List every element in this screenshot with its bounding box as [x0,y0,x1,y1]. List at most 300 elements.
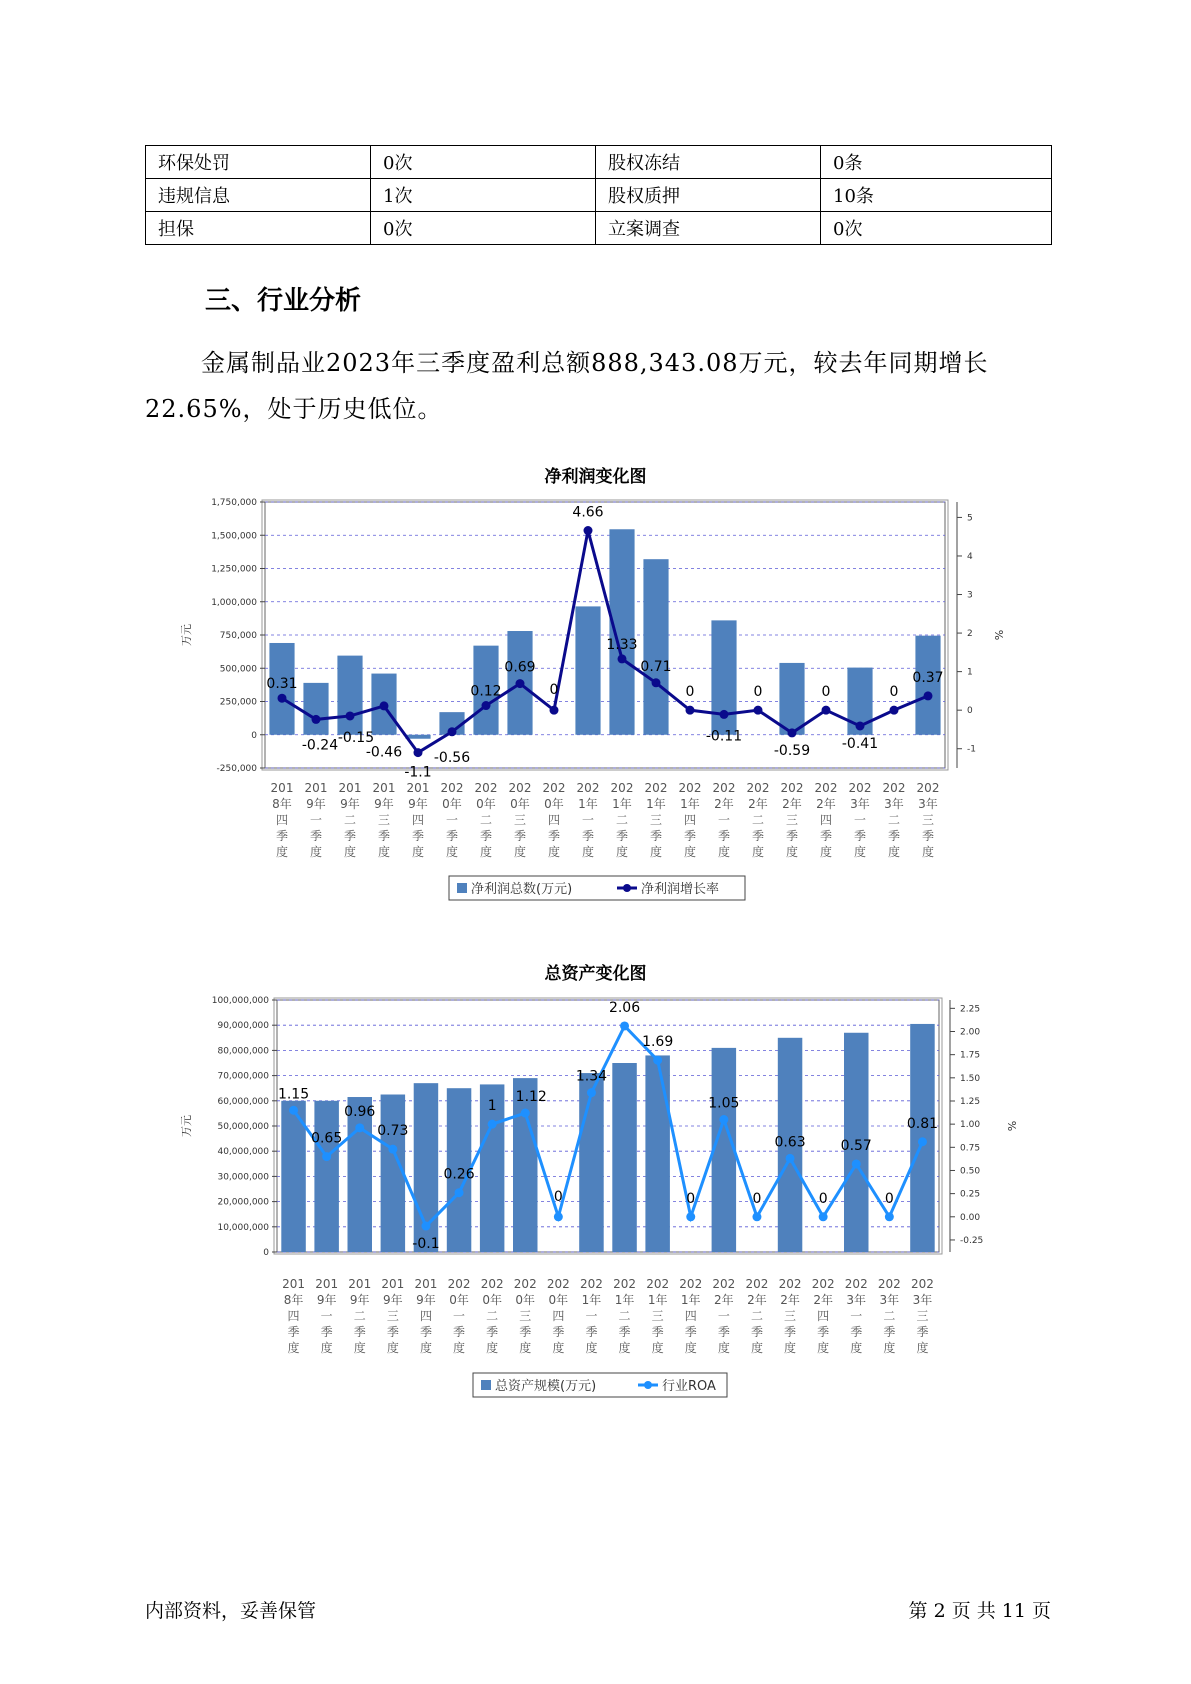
legend-bar-swatch [457,883,467,893]
x-tick-label: 201 [381,1277,405,1291]
x-tick-label: 度 [453,1341,466,1355]
line-point [355,1123,364,1132]
data-label: 0 [889,684,899,701]
x-tick-label: 度 [519,1341,532,1355]
y2-tick-label: 2.00 [960,1027,981,1038]
data-label: 1.12 [515,1089,547,1106]
y-axis-title: 万元 [180,624,193,646]
line-point [289,1106,298,1115]
bar [609,529,634,734]
data-label: 4.66 [572,504,604,521]
x-tick-label: 202 [712,781,736,795]
x-tick-label: 202 [778,1277,802,1291]
y2-tick-label: 1 [967,667,973,678]
x-tick-label: 9年 [374,797,394,811]
x-tick-label: 202 [882,781,906,795]
x-tick-label: 二 [615,813,629,827]
table-row [146,212,1052,245]
footer-note: 内部资料，妥善保管 [145,1600,317,1622]
x-tick-label: 0年 [442,797,462,811]
x-tick-label: 二 [479,813,493,827]
x-tick-label: 201 [315,1277,339,1291]
x-tick-label: 度 [717,1341,730,1355]
x-tick-label: 201 [406,781,430,795]
x-tick-label: 季 [921,829,935,843]
x-tick-label: 季 [275,829,289,843]
x-tick-label: 9年 [316,1293,337,1307]
risk-info-table [145,145,1052,245]
x-tick-label: 三 [386,1309,399,1323]
x-tick-label: 度 [684,1341,697,1355]
x-tick-label: 四 [817,1309,830,1323]
line-point [686,1212,695,1221]
y-tick-label: 1,500,000 [211,531,257,542]
x-tick-label: 三 [785,813,799,827]
x-tick-label: 度 [547,845,561,859]
y-tick-label: 40,000,000 [217,1147,269,1158]
x-tick-label: 度 [353,1341,366,1355]
x-tick-label: 度 [309,845,323,859]
x-tick-label: 二 [887,813,901,827]
x-tick-label: 季 [513,829,527,843]
x-tick-label: 0年 [449,1293,469,1307]
y2-tick-label: 0.50 [960,1166,981,1177]
table-cell-value: 0条 [821,146,1052,179]
data-label: -0.1 [412,1236,440,1253]
x-tick-label: 季 [453,1325,466,1339]
x-tick-label: 202 [811,1277,835,1291]
line-point [618,654,627,663]
x-tick-label: 度 [275,845,289,859]
chart-title: 净利润变化图 [544,467,647,487]
data-label: 0.81 [906,1115,939,1132]
x-tick-label: 1年 [581,1293,602,1307]
data-label: -0.56 [433,749,471,766]
data-label: -0.15 [337,729,375,746]
x-tick-label: 202 [576,781,600,795]
x-tick-label: 季 [784,1325,797,1339]
legend-label: 净利润增长率 [641,882,720,897]
x-tick-label: 201 [270,781,294,795]
bar [381,1095,405,1253]
x-tick-label: 季 [479,829,493,843]
x-tick-label: 202 [546,1277,570,1291]
x-tick-label: 202 [610,781,634,795]
x-tick-label: 季 [887,829,901,843]
line-point [312,715,321,724]
x-tick-label: 三 [513,813,527,827]
x-tick-label: 202 [480,1277,504,1291]
x-tick-label: 202 [579,1277,603,1291]
x-tick-label: 202 [712,1277,736,1291]
x-tick-label: 度 [853,845,867,859]
x-tick-label: 季 [552,1325,565,1339]
table-cell-value: 0次 [371,146,596,179]
x-tick-label: 一 [585,1309,598,1323]
line-point [516,679,525,688]
x-tick-label: 季 [817,1325,830,1339]
line-point [521,1109,530,1118]
x-tick-label: 202 [613,1277,637,1291]
data-label: 1.69 [642,1034,674,1051]
data-label: 0.65 [311,1130,343,1147]
x-tick-label: 0年 [548,1293,569,1307]
data-label: -0.41 [841,735,879,752]
x-tick-label: 度 [585,1341,598,1355]
net-profit-chart [0,490,1191,920]
table-cell-label: 股权质押 [596,179,821,212]
y2-tick-label: 1.50 [960,1073,981,1084]
line-point [652,678,661,687]
data-label: -0.46 [365,744,403,761]
x-tick-label: 2年 [748,797,768,811]
x-tick-label: 季 [287,1325,300,1339]
x-tick-label: 二 [751,813,765,827]
data-label: 0.63 [774,1134,806,1151]
x-tick-label: 季 [320,1325,333,1339]
bar [645,1055,669,1252]
y-tick-label: 50,000,000 [217,1122,269,1132]
line-point [752,1212,761,1221]
x-tick-label: 三 [921,813,935,827]
x-tick-label: 季 [649,829,663,843]
y2-tick-label: 1.75 [960,1050,981,1061]
bar [579,1073,603,1252]
x-tick-label: 度 [287,1341,300,1355]
x-tick-label: 202 [844,1277,868,1291]
x-tick-label: 202 [814,781,838,795]
x-tick-label: 季 [853,829,867,843]
legend-line-marker [623,884,631,892]
y2-tick-label: 0.00 [960,1212,981,1223]
data-label: 1 [487,1098,497,1115]
legend-label: 净利润总数(万元) [471,882,573,897]
line-point [554,1212,563,1221]
x-tick-label: 201 [414,1277,438,1291]
line-point [278,694,287,703]
chart-title: 总资产变化图 [544,964,647,984]
x-tick-label: 度 [479,845,493,859]
x-tick-label: 季 [819,829,833,843]
x-tick-label: 202 [542,781,566,795]
x-tick-label: 1年 [612,797,632,811]
x-tick-label: 201 [282,1277,306,1291]
x-tick-label: 202 [745,1277,769,1291]
x-tick-label: 季 [486,1325,499,1339]
x-tick-label: 季 [785,829,799,843]
data-label: 1.15 [277,1086,310,1103]
page-number: 第 2 页 共 11 页 [908,1600,1051,1622]
y-tick-label: 90,000,000 [217,1021,269,1032]
y2-tick-label: 3 [967,590,973,601]
legend-label: 行业ROA [662,1379,716,1394]
x-tick-label: 四 [547,813,561,827]
data-label: 0.69 [504,659,536,676]
y-tick-label: 1,250,000 [211,564,257,575]
x-tick-label: 二 [353,1309,366,1323]
bar [337,656,362,735]
x-tick-label: 3年 [912,1293,933,1307]
x-tick-label: 1年 [680,797,700,811]
line-point [686,706,695,715]
y-tick-label: 1,750,000 [211,498,257,508]
x-tick-label: 季 [651,1325,664,1339]
x-tick-label: 季 [717,829,731,843]
table-row [146,146,1052,179]
x-tick-label: 202 [910,1277,934,1291]
table-cell-value: 0次 [371,212,596,245]
x-tick-label: 一 [453,1309,466,1323]
x-tick-label: 季 [684,1325,697,1339]
x-tick-label: 季 [353,1325,366,1339]
y-tick-label: 70,000,000 [217,1071,269,1082]
x-tick-label: 度 [751,845,765,859]
line-point [550,706,559,715]
x-tick-label: 2年 [782,797,802,811]
y2-tick-label: 2 [967,629,973,640]
x-tick-label: 2年 [813,1293,833,1307]
line-point [720,710,729,719]
x-tick-label: 0年 [544,797,564,811]
line-point [653,1056,662,1065]
x-tick-label: 2年 [714,1293,734,1307]
y2-axis-title: % [1005,1120,1018,1132]
y-tick-label: 80,000,000 [217,1046,269,1057]
x-tick-label: 202 [679,1277,703,1291]
x-tick-label: 201 [348,1277,372,1291]
x-tick-label: 季 [750,1325,763,1339]
x-tick-label: 2年 [816,797,836,811]
x-tick-label: 二 [618,1309,631,1323]
data-label: 1.34 [575,1068,608,1085]
x-tick-label: 202 [678,781,702,795]
x-tick-label: 一 [850,1309,863,1323]
x-tick-label: 201 [372,781,396,795]
x-tick-label: 四 [275,813,289,827]
x-tick-label: 度 [411,845,425,859]
x-tick-label: 季 [615,829,629,843]
x-tick-label: 0年 [482,1293,502,1307]
data-label: 2.06 [608,999,641,1016]
x-tick-label: 一 [445,813,459,827]
x-tick-label: 度 [850,1341,863,1355]
x-tick-label: 度 [386,1341,399,1355]
line-point [346,711,355,720]
table-cell-label: 违规信息 [146,179,371,212]
analysis-paragraph: 金属制品业2023年三季度盈利总额888,343.08万元，较去年同期增长22.65%，处于历史低位。 [145,349,989,423]
table-cell-value: 1次 [371,179,596,212]
x-tick-label: 一 [717,1309,730,1323]
y-axis-title: 万元 [180,1115,193,1137]
line-point [421,1222,430,1231]
data-label: -0.11 [705,728,743,745]
x-tick-label: 1年 [646,797,666,811]
x-tick-label: 度 [785,845,799,859]
line-point [488,1120,497,1129]
line-point [788,728,797,737]
x-tick-label: 202 [916,781,940,795]
x-tick-label: 2年 [747,1293,767,1307]
line-point [856,721,865,730]
y2-tick-label: 0.75 [960,1143,981,1154]
data-label: 0.71 [640,658,672,675]
data-label: 0 [549,682,559,699]
y2-tick-label: 1.25 [960,1096,981,1107]
bar [314,1101,338,1252]
line-point [885,1212,894,1221]
x-tick-label: 季 [519,1325,532,1339]
line-point [584,526,593,535]
bar [348,1097,372,1252]
bar [643,559,668,735]
x-tick-label: 9年 [340,797,360,811]
x-tick-label: 3年 [850,797,870,811]
table-cell-label: 立案调查 [596,212,821,245]
x-tick-label: 三 [519,1309,532,1323]
data-label: 0.57 [840,1137,872,1154]
data-label: 0 [752,1190,762,1207]
x-tick-label: 季 [581,829,595,843]
x-tick-label: 三 [784,1309,797,1323]
x-tick-label: 9年 [306,797,326,811]
x-tick-label: 3年 [879,1293,900,1307]
data-label: 0.96 [344,1103,376,1120]
x-tick-label: 9年 [383,1293,403,1307]
x-tick-label: 度 [683,845,697,859]
x-tick-label: 度 [750,1341,763,1355]
table-cell-label: 环保处罚 [146,146,371,179]
x-tick-label: 度 [486,1341,499,1355]
x-tick-label: 度 [916,1341,929,1355]
line-point [924,691,933,700]
table-cell-label: 股权冻结 [596,146,821,179]
line-point [414,748,423,757]
x-tick-label: 度 [320,1341,333,1355]
x-tick-label: 202 [877,1277,901,1291]
table-row [146,179,1052,212]
data-label: 0.73 [377,1123,409,1140]
table-cell-value: 10条 [821,179,1052,212]
x-tick-label: 202 [644,781,668,795]
x-tick-label: 三 [649,813,663,827]
line-point [448,727,457,736]
data-label: 1.33 [606,636,638,653]
y2-tick-label: 4 [967,551,973,562]
x-tick-label: 8年 [272,797,292,811]
line-point [322,1152,331,1161]
y2-axis-title: % [992,629,1005,641]
x-tick-label: 度 [513,845,527,859]
legend-line-marker [644,1381,652,1389]
line-point [786,1154,795,1163]
data-label: 0 [686,1190,696,1207]
x-tick-label: 202 [646,1277,670,1291]
data-label: 1.05 [708,1095,740,1112]
line-point [852,1159,861,1168]
x-tick-label: 度 [651,1341,664,1355]
data-label: 0 [753,684,763,701]
x-tick-label: 1年 [614,1293,635,1307]
line-point [620,1021,629,1030]
x-tick-label: 一 [320,1309,333,1323]
x-tick-label: 1年 [647,1293,668,1307]
x-tick-label: 二 [486,1309,499,1323]
x-tick-label: 202 [848,781,872,795]
line-point [719,1115,728,1124]
x-tick-label: 季 [377,829,391,843]
x-tick-label: 四 [419,1309,432,1323]
y-tick-label: 30,000,000 [217,1172,269,1183]
x-tick-label: 季 [445,829,459,843]
y2-tick-label: 0.25 [960,1189,981,1200]
data-label: 0.12 [470,683,502,700]
line-point [822,706,831,715]
line-point [819,1212,828,1221]
x-tick-label: 1年 [680,1293,701,1307]
x-tick-label: 四 [287,1309,300,1323]
line-point [587,1088,596,1097]
y-tick-label: 0 [251,730,257,741]
x-tick-label: 季 [751,829,765,843]
line-point [890,706,899,715]
bar [303,683,328,735]
x-tick-label: 一 [853,813,867,827]
x-tick-label: 度 [717,845,731,859]
x-tick-label: 度 [445,845,459,859]
y2-tick-label: 2.25 [960,1004,981,1015]
x-tick-label: 0年 [515,1293,536,1307]
line-point [754,706,763,715]
data-label: 0 [821,684,831,701]
x-tick-label: 季 [309,829,323,843]
x-tick-label: 季 [717,1325,730,1339]
x-tick-label: 季 [386,1325,399,1339]
y-tick-label: 20,000,000 [217,1197,269,1208]
x-tick-label: 季 [916,1325,929,1339]
total-assets-chart [0,990,1191,1420]
data-label: 0 [685,684,695,701]
x-tick-label: 9年 [408,797,428,811]
x-tick-label: 3年 [846,1293,867,1307]
x-tick-label: 季 [419,1325,432,1339]
x-tick-label: 9年 [349,1293,370,1307]
x-tick-label: 度 [343,845,357,859]
x-tick-label: 202 [746,781,770,795]
section-title: 三、行业分析 [205,286,362,316]
table-cell-label: 担保 [146,212,371,245]
data-label: -1.1 [404,764,432,781]
x-tick-label: 202 [780,781,804,795]
x-tick-label: 季 [883,1325,896,1339]
table-cell-value: 0次 [821,212,1052,245]
x-tick-label: 201 [338,781,362,795]
x-tick-label: 8年 [283,1293,304,1307]
x-tick-label: 201 [304,781,328,795]
x-tick-label: 3年 [918,797,938,811]
x-tick-label: 度 [819,845,833,859]
x-tick-label: 四 [552,1309,565,1323]
x-tick-label: 四 [819,813,833,827]
data-label: -0.59 [773,742,811,759]
data-label: 0.37 [912,669,944,686]
y-tick-label: 100,000,000 [211,996,269,1006]
x-tick-label: 3年 [884,797,904,811]
x-tick-label: 四 [683,813,697,827]
x-tick-label: 四 [411,813,425,827]
data-label: 0.31 [266,676,298,693]
x-tick-label: 9年 [416,1293,436,1307]
bar [612,1063,636,1252]
